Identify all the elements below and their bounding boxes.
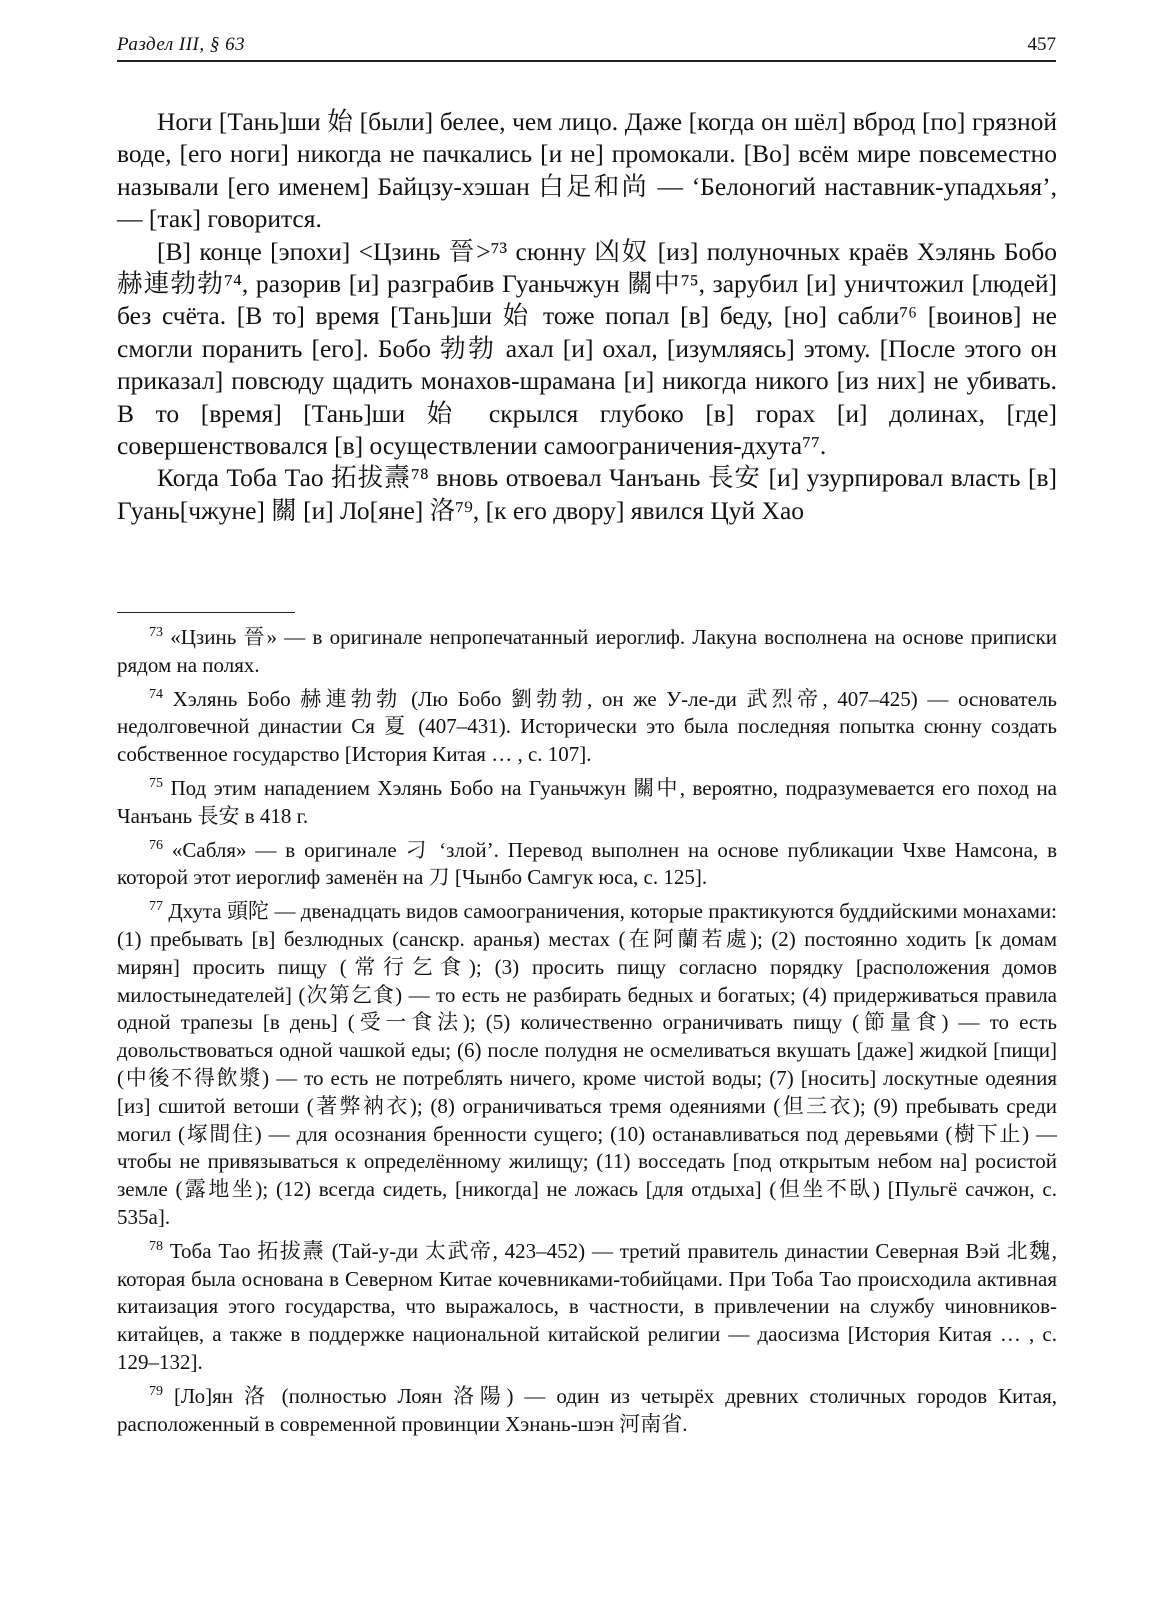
footnote bbox=[117, 624, 1057, 680]
footnote-text: Хэлянь Бобо 赫連勃勃 (Лю Бобо 劉勃勃, он же У-ле-ди 武烈帝, 407–425) — основатель недолговечной династии Ся 夏 (407–431). Исторически это была последняя попытка сюнну создать собственное государство [История Китая … , с. 107]. bbox=[117, 686, 1057, 767]
footnote-number: 73 bbox=[149, 625, 163, 640]
main-text bbox=[117, 106, 1057, 527]
footnote-text: Под этим нападением Хэлянь Бобо на Гуаньчжун 關中, вероятно, подразумевается его поход на Чанъань 長安 в 418 г. bbox=[117, 775, 1058, 828]
footnote bbox=[117, 775, 1057, 831]
page-number: 457 bbox=[1027, 34, 1056, 55]
footnote-divider bbox=[117, 612, 295, 613]
footnote-text: Дхута 頭陀 — двенадцать видов самоограничения, которые практикуются буддийскими монахами: (1) пребывать [в] безлюдных (санскр. аранья) местах (在阿蘭若處); (2) постоянно ходить [к домам мирян] просить пищу (常行乞食); (3) просить пищу согласно порядку [расположения домов милостынедателей] (次第乞食) — то есть не разбирать бедных и богатых; (4) придерживаться правила одной трапезы [в день] (受一食法); (5) количественно ограничивать пищу (節量食) — то есть довольствоваться одной чашкой еды; (6) после полудня не осмеливаться вкушать [даже] жидкой [пищи] (中後不得飲漿) — то есть не потреблять ничего, кроме чистой воды; (7) [носить] лоскутные одеяния [из] сшитой ветоши (著弊衲衣); (8) ограничиваться тремя одеяниями (但三衣); (9) пребывать среди могил (塚間住) — для осознания бренности сущего; (10) останавливаться под деревьями (樹下止) — чтобы не привязываться к определённому жилищу; (11) восседать [под открытым небом на] росистой земле (露地坐); (12) всегда сидеть, [никогда] не ложась [для отдыха] (但坐不臥) [Пульгё сачжон, с. 535а]. bbox=[117, 899, 1058, 1229]
footnote-text: [Ло]ян 洛 (полностью Лоян 洛陽) — один из четырёх древних столичных городов Китая, расположенный в современной провинции Хэнань-шэн 河南省. bbox=[117, 1383, 1057, 1436]
footnote-number: 77 bbox=[149, 899, 163, 915]
paragraph: [В] конце [эпохи] <Цзинь 晉>⁷³ сюнну 凶奴 [из] полуночных краёв Хэлянь Бобо 赫連勃勃⁷⁴, разорив [и] разграбив Гуаньчжун 關中⁷⁵, зарубил [и] уничтожил [людей] без счёта. [В то] время [Тань]ши 始 тоже попал [в] беду, [но] сабли⁷⁶ [воинов] не смогли поранить [его]. Бобо 勃勃 ахал [и] охал, [изумляясь] этому. [После этого он приказал] повсюду щадить монахов-шрамана [и] никогда никого [из них] не убивать. В то [время] [Тань]ши 始 скрылся глубоко [в] горах [и] долинах, [где] совершенствовался [в] осуществлении самоограничения-дхута⁷⁷. bbox=[117, 236, 1057, 461]
running-title: Раздел III, § 63 bbox=[117, 34, 246, 55]
footnote bbox=[117, 837, 1057, 893]
footnote-text: «Цзинь 晉» — в оригинале непропечатанный иероглиф. Лакуна восполнена на основе приписки рядом на полях. bbox=[117, 625, 1058, 677]
footnote bbox=[117, 1383, 1057, 1439]
footnote-text: Тоба Тао 拓拔燾 (Тай-у-ди 太武帝, 423–452) — третий правитель династии Северная Вэй 北魏, которая была основана в Северном Китае кочевниками-тобийцами. При Тоба Тао происходила активная китаизация этого государства, что выражалось, в частности, в привлечении на службу чиновников-китайцев, а также в поддержке национальной китайской религии — даосизма [История Китая … , с. 129–132]. bbox=[117, 1238, 1057, 1374]
footnotes bbox=[117, 624, 1057, 1444]
footnote-number: 76 bbox=[149, 837, 163, 853]
footnote bbox=[117, 898, 1057, 1232]
footnote-number: 74 bbox=[149, 686, 163, 702]
footnote-number: 75 bbox=[149, 775, 163, 791]
footnote bbox=[117, 686, 1057, 769]
footnote-number: 78 bbox=[149, 1238, 163, 1254]
footnote-text: «Сабля» — в оригинале 刁 ‘злой’. Перевод выполнен на основе публикации Чхве Намсона, в которой этот иероглиф заменён на 刀 [Чынбо Самгук юса, с. 125]. bbox=[117, 837, 1057, 890]
paragraph: Ноги [Тань]ши 始 [были] белее, чем лицо. Даже [когда он шёл] вброд [по] грязной воде, [его ноги] никогда не пачкались [и не] промокали. [Во] всём мире повсеместно называли [его именем] Байцзу-хэшан 白足和尚 — ‘Белоногий наставник-упадхьяя’, — [так] говорится. bbox=[117, 107, 1057, 234]
footnote-number: 79 bbox=[149, 1383, 163, 1399]
paragraph: Когда Тоба Тао 拓拔燾⁷⁸ вновь отвоевал Чанъань 長安 [и] узурпировал власть [в] Гуань[чжуне] 關 [и] Ло[яне] 洛⁷⁹, [к его двору] явился Цуй Хао bbox=[117, 463, 1057, 525]
footnote bbox=[117, 1238, 1057, 1377]
running-head bbox=[117, 30, 1056, 62]
